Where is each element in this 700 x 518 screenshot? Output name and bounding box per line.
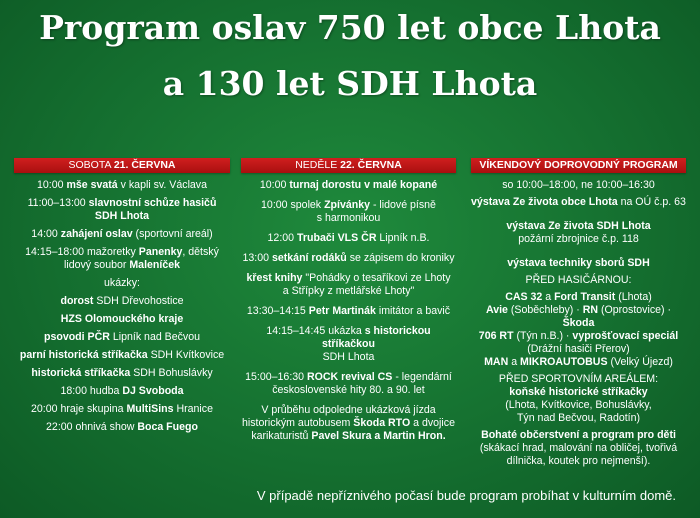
weekend-firehouse-label <box>471 274 686 287</box>
sunday-item-part: 12:00 <box>267 232 297 244</box>
saturday-item-part: Hranice <box>173 403 213 415</box>
sunday-item-part: a Střípky z metlářské Lhoty" <box>282 285 415 297</box>
w-ford: Ford Transit <box>554 291 616 303</box>
sunday-item-part: Lipník n.B. <box>376 232 430 244</box>
weekend-kids-2 <box>471 455 686 468</box>
w6c: a <box>542 291 555 303</box>
saturday-item <box>14 331 230 344</box>
w0: so 10:00–18:00, ne 10:00–16:30 <box>502 179 655 191</box>
saturday-program-list <box>14 179 230 434</box>
w6b: CAS 32 <box>505 291 543 303</box>
sunday-item <box>241 272 456 285</box>
sunday-item-part: 13:30–14:15 <box>246 305 309 317</box>
weekend-program-list <box>471 179 686 468</box>
weekend-vehicles-5 <box>471 356 686 369</box>
w2b: výstava Ze života SDH Lhota <box>506 220 651 232</box>
saturday-item <box>14 277 230 290</box>
sunday-item <box>241 404 456 417</box>
weekend-sports-label <box>471 373 686 386</box>
weekend-column <box>471 158 686 472</box>
weekend-horse-places-1 <box>471 399 686 412</box>
sunday-item <box>241 351 456 364</box>
sunday-item <box>241 199 456 212</box>
saturday-item <box>14 367 230 380</box>
saturday-item-part: zahájení oslav <box>60 228 133 240</box>
saturday-item-part: parní historická stříkačka <box>19 349 148 361</box>
sunday-item-part: se zápisem do kroniky <box>346 252 455 264</box>
saturday-item <box>14 259 230 272</box>
w-vyprost: vyprošťovací speciál <box>572 330 679 342</box>
saturday-header <box>14 158 230 173</box>
sunday-item <box>241 285 456 298</box>
w11: PŘED SPORTOVNÍM AREÁLEM: <box>498 373 659 385</box>
w13: (Lhota, Kvítkovice, Bohuslávky, <box>505 399 652 411</box>
saturday-item-part: 18:00 hudba <box>60 385 123 397</box>
sunday-item-part: Pavel Skura a Martin Hron. <box>311 430 446 442</box>
saturday-item-part: Lipník nad Bečvou <box>109 331 201 343</box>
saturday-item-part: DJ Svoboda <box>122 385 184 397</box>
sunday-item <box>241 417 456 430</box>
saturday-item-part: dorost <box>60 295 94 307</box>
saturday-item <box>14 421 230 434</box>
sunday-header <box>241 158 456 173</box>
w8b: 706 RT <box>478 330 514 342</box>
weekend-horse-pumps <box>471 386 686 399</box>
sunday-item-part: s harmonikou <box>316 212 381 224</box>
sunday-item-part: turnaj dorostu v malé kopané <box>289 179 438 191</box>
saturday-item <box>14 385 230 398</box>
weekend-time <box>471 179 686 192</box>
w3: požární zbrojnice č.p. 118 <box>518 233 639 245</box>
sunday-header-date: 22. ČERVNA <box>340 159 402 171</box>
sunday-item-part: Petr Martinák <box>308 305 376 317</box>
saturday-item-part: v kapli sv. Václava <box>117 179 207 191</box>
saturday-item-part: 14:15–18:00 mažoretky <box>25 246 139 258</box>
saturday-item-part: 20:00 hraje skupina <box>31 403 127 415</box>
w10b: MAN <box>484 356 509 368</box>
saturday-header-date: 21. ČERVNA <box>113 159 176 171</box>
weekend-exhibition-sdh <box>471 220 686 233</box>
saturday-item <box>14 228 230 241</box>
w-mikro: MIKROAUTOBUS <box>520 356 608 368</box>
sunday-item-part: karikaturistů <box>251 430 312 442</box>
sunday-item-part: 10:00 spolek <box>261 199 325 211</box>
w15b: Bohaté občerstvení a program pro děti <box>481 429 676 441</box>
saturday-column <box>14 158 230 439</box>
saturday-item-part: Panenky <box>138 246 183 258</box>
sunday-column <box>241 158 456 450</box>
saturday-item-part: ukázky: <box>104 277 140 289</box>
saturday-item-part: HZS Olomouckého kraje <box>60 313 184 325</box>
w16: (skákací hrad, malování na obličej, tvořivá <box>479 442 678 454</box>
sunday-item <box>241 384 456 397</box>
saturday-item-part: (sportovní areál) <box>132 228 213 240</box>
saturday-item-part: SDH Bohuslávky <box>130 367 213 379</box>
saturday-item-part: slavnostní schůze hasičů <box>88 197 217 209</box>
weekend-refreshments <box>471 429 686 442</box>
weekend-kids-1 <box>471 442 686 455</box>
saturday-item-part: 22:00 ohnivá show <box>46 421 138 433</box>
weekend-header-label: VÍKENDOVÝ DOPROVODNÝ PROGRAM <box>479 159 678 171</box>
w-mikro-place: (Velký Újezd) <box>607 356 673 368</box>
sunday-item-part: s historickou stříkačkou <box>322 325 431 350</box>
saturday-item-part: psovodi PČR <box>43 331 110 343</box>
sunday-item <box>241 305 456 318</box>
saturday-header-prefix: SOBOTA <box>68 159 114 171</box>
w8c: (Týn n.B.) · <box>513 330 573 342</box>
sunday-item <box>241 371 456 384</box>
sunday-item-part: - legendární <box>392 371 452 383</box>
saturday-item <box>14 295 230 308</box>
sunday-item <box>241 212 456 225</box>
sunday-item-part: "Pohádky o tesaříkovi ze Lhoty <box>302 272 451 284</box>
sunday-program-list <box>241 179 456 443</box>
saturday-item-part: SDH Lhota <box>94 210 150 222</box>
sunday-item-part: ROCK revival CS <box>307 371 393 383</box>
w9: (Drážní hasiči Přerov) <box>527 343 630 355</box>
w1c: na OÚ č.p. 63 <box>617 196 686 208</box>
saturday-item <box>14 246 230 259</box>
sunday-item <box>241 430 456 443</box>
footer-note: V případě nepříznivého počasí bude program probíhat v kulturním domě. <box>256 488 676 503</box>
w12b: koňské historické stříkačky <box>509 386 648 398</box>
sunday-item-part: 14:15–14:45 ukázka <box>266 325 365 337</box>
weekend-exhibition-sdh-place <box>471 233 686 246</box>
saturday-item <box>14 313 230 326</box>
saturday-item <box>14 349 230 362</box>
w17: dílnička, koutek pro nejmenší). <box>506 455 651 467</box>
w5: PŘED HASIČÁRNOU: <box>525 274 632 286</box>
weekend-vehicles-3 <box>471 330 686 343</box>
saturday-item <box>14 403 230 416</box>
w4b: výstava techniky sborů SDH <box>507 257 650 269</box>
weekend-vehicles-2 <box>471 304 686 330</box>
sunday-item-part: československé hity 80. a 90. let <box>272 384 425 396</box>
w10c: a <box>508 356 521 368</box>
saturday-item-part: 14:00 <box>31 228 61 240</box>
w-skoda: Škoda <box>562 317 595 329</box>
sunday-item-part: 10:00 <box>259 179 290 191</box>
sunday-item-part: Škoda RTO <box>353 417 411 429</box>
weekend-vehicles-4 <box>471 343 686 356</box>
saturday-item <box>14 210 230 223</box>
sunday-item-part: Trubači VLS ČR <box>297 232 377 244</box>
w-ford-place: (Lhota) <box>615 291 652 303</box>
sunday-item-part: setkání rodáků <box>271 252 347 264</box>
saturday-item-part: 11:00–13:00 <box>27 197 89 209</box>
weekend-exhibition-tech <box>471 257 686 270</box>
title-line-1: Program oslav 750 let obce Lhota <box>39 8 661 47</box>
saturday-item-part: lidový soubor <box>63 259 130 271</box>
weekend-horse-places-2 <box>471 412 686 425</box>
weekend-header <box>471 158 686 173</box>
saturday-item-part: , dětský <box>182 246 219 258</box>
w-rn: RN <box>582 304 599 316</box>
saturday-item-part: SDH Kvítkovice <box>147 349 225 361</box>
sunday-item-part: křest knihy <box>246 272 303 284</box>
saturday-item-part: historická stříkačka <box>31 367 131 379</box>
sunday-header-prefix: NEDĚLE <box>295 159 341 171</box>
sunday-item-part: imitátor a bavič <box>375 305 451 317</box>
sunday-item-part: - lidové písně <box>370 199 436 211</box>
saturday-item-part: mše svatá <box>66 179 118 191</box>
sunday-item <box>241 232 456 245</box>
saturday-item <box>14 197 230 210</box>
sunday-item <box>241 252 456 265</box>
sunday-item-part: SDH Lhota <box>322 351 375 363</box>
saturday-item-part: 10:00 <box>36 179 67 191</box>
saturday-item <box>14 179 230 192</box>
sunday-item-part: a dvojice <box>410 417 455 429</box>
saturday-item-part: MultiSins <box>126 403 174 415</box>
w7b: Avie <box>485 304 508 316</box>
saturday-item-part: SDH Dřevohostice <box>93 295 184 307</box>
sunday-item <box>241 179 456 192</box>
saturday-item-part: Maleníček <box>129 259 181 271</box>
sunday-item-part: 13:00 <box>242 252 272 264</box>
w1b: výstava Ze života obce Lhota <box>471 196 618 208</box>
sunday-item <box>241 325 456 351</box>
sunday-item-part: V průběhu odpoledne ukázková jízda <box>261 404 436 416</box>
saturday-item-part: Boca Fuego <box>137 421 198 433</box>
sunday-item-part: 15:00–16:30 <box>245 371 307 383</box>
weekend-vehicles-1 <box>471 291 686 304</box>
sunday-item-part: Zpívánky <box>324 199 370 211</box>
sunday-item-part: historickým autobusem <box>242 417 354 429</box>
w7c: (Soběchleby) · <box>507 304 583 316</box>
title-line-2: a 130 let SDH Lhota <box>162 64 538 103</box>
w-rn-place: (Oprostovice) · <box>598 304 672 316</box>
w14: Týn nad Bečvou, Radotín) <box>516 412 641 424</box>
weekend-exhibition-village <box>471 196 686 209</box>
